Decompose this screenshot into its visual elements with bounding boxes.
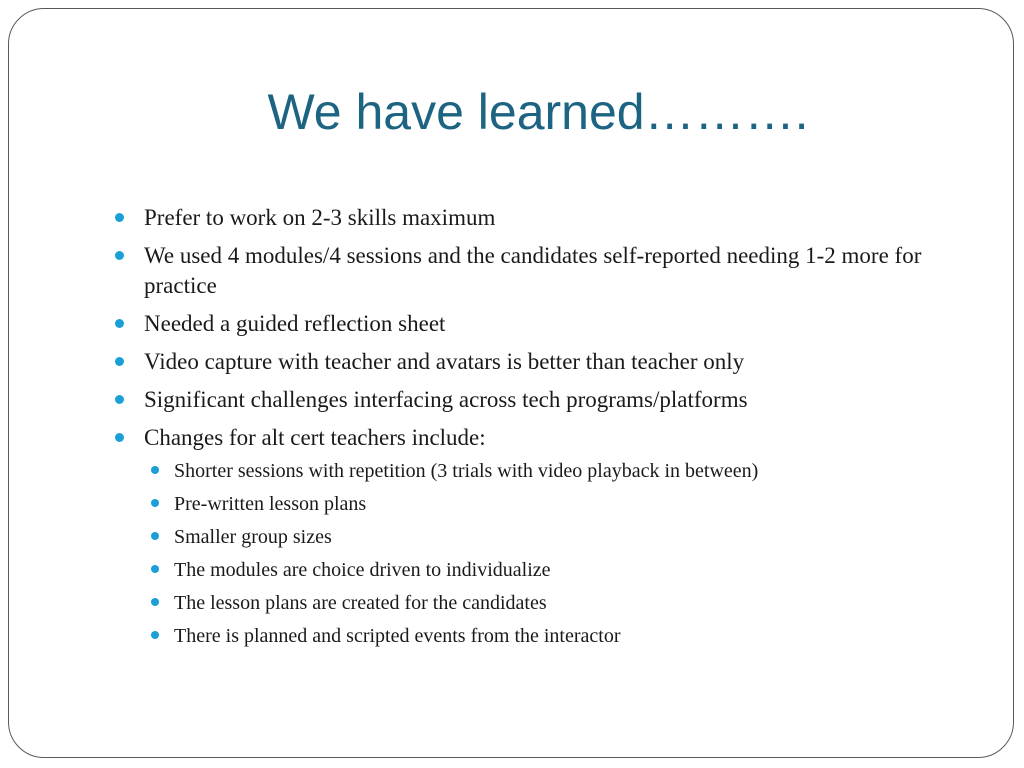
sub-bullet-dot-icon <box>151 499 159 507</box>
bullet-text: We used 4 modules/4 sessions and the candidates self-reported needing 1-2 more for practice <box>144 243 922 298</box>
sub-bullet-dot-icon <box>151 532 159 540</box>
sub-bullet-text: The lesson plans are created for the candidates <box>174 592 547 614</box>
bullet-item <box>112 309 972 339</box>
sub-bullet-item <box>112 623 972 649</box>
bullet-item <box>112 241 972 301</box>
sub-bullet-item <box>112 491 972 517</box>
bullet-item <box>112 385 972 415</box>
sub-bullet-item <box>112 557 972 583</box>
sub-bullet-text: Smaller group sizes <box>174 526 332 548</box>
bullet-text: Changes for alt cert teachers include: <box>144 425 486 450</box>
bullet-dot-icon <box>115 357 124 366</box>
bullet-item <box>112 347 972 377</box>
sub-bullet-dot-icon <box>151 466 159 474</box>
bullet-text: Significant challenges interfacing across tech programs/platforms <box>144 387 748 412</box>
sub-bullet-text: There is planned and scripted events from the interactor <box>174 625 621 647</box>
bullet-dot-icon <box>115 251 124 260</box>
sub-bullet-dot-icon <box>151 598 159 606</box>
bullet-item <box>112 203 972 233</box>
slide-title: We have learned………. <box>267 84 809 140</box>
bullet-text: Needed a guided reflection sheet <box>144 311 446 336</box>
bullet-dot-icon <box>115 433 124 442</box>
sub-bullet-item <box>112 524 972 550</box>
bullet-dot-icon <box>115 395 124 404</box>
bullet-list <box>112 203 972 656</box>
sub-bullet-text: Pre-written lesson plans <box>174 493 367 515</box>
sub-bullet-dot-icon <box>151 631 159 639</box>
sub-bullet-text: The modules are choice driven to individualize <box>174 559 551 581</box>
bullet-item <box>112 423 972 453</box>
bullet-dot-icon <box>115 319 124 328</box>
bullet-dot-icon <box>115 213 124 222</box>
bullet-text: Video capture with teacher and avatars is better than teacher only <box>144 349 745 374</box>
sub-bullet-item <box>112 590 972 616</box>
sub-bullet-item <box>112 458 972 484</box>
bullet-text: Prefer to work on 2-3 skills maximum <box>144 205 496 230</box>
sub-bullet-text: Shorter sessions with repetition (3 trials with video playback in between) <box>174 460 759 482</box>
sub-bullet-dot-icon <box>151 565 159 573</box>
